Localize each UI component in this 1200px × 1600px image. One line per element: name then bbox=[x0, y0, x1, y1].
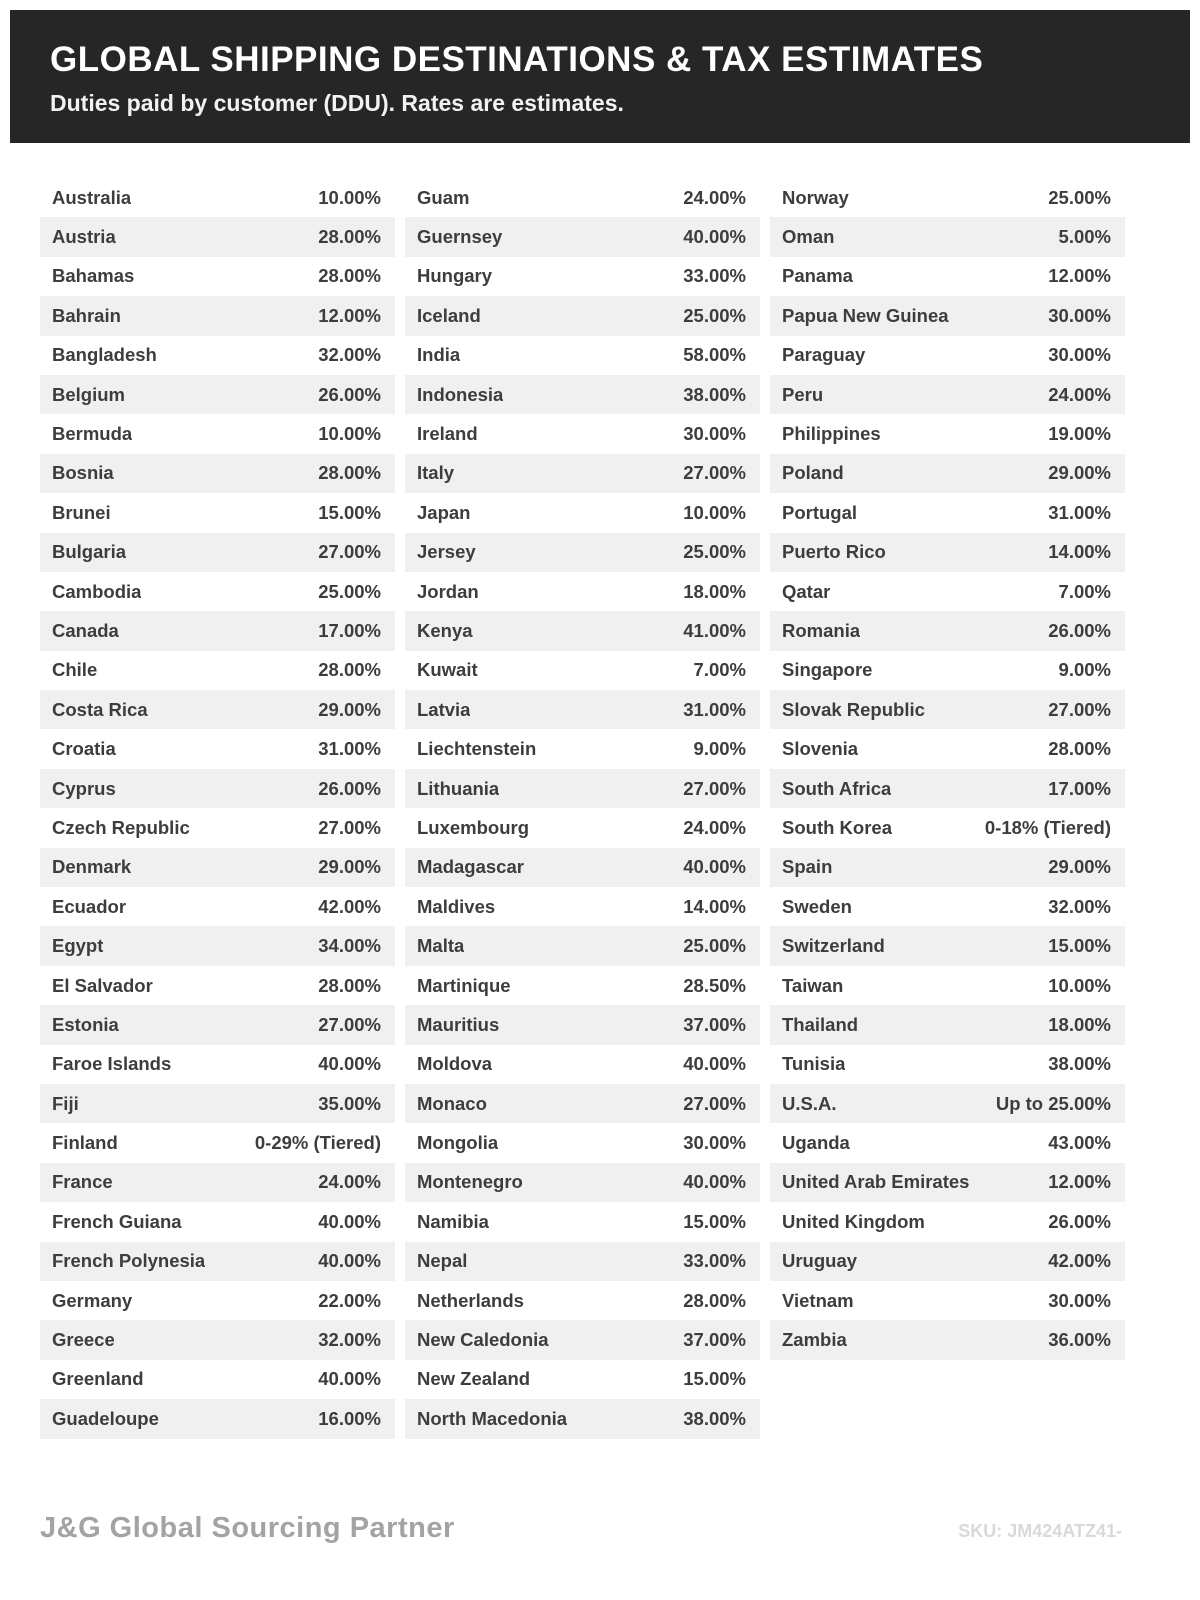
country-name: Bulgaria bbox=[52, 541, 127, 563]
tax-rate: 9.00% bbox=[1058, 659, 1111, 681]
tax-rate: 58.00% bbox=[683, 344, 746, 366]
table-row bbox=[40, 336, 395, 375]
country-name: Liechtenstein bbox=[417, 738, 537, 760]
country-name: Ireland bbox=[417, 423, 478, 445]
country-name: Tunisia bbox=[782, 1053, 846, 1075]
tax-rate: 40.00% bbox=[683, 856, 746, 878]
table-row bbox=[40, 729, 395, 768]
table-row bbox=[405, 611, 760, 650]
tax-rate: 42.00% bbox=[318, 895, 381, 917]
country-name: Austria bbox=[52, 226, 116, 248]
country-name: Estonia bbox=[52, 1013, 119, 1035]
country-name: United Arab Emirates bbox=[782, 1171, 970, 1193]
table-row bbox=[40, 926, 395, 965]
country-name: Thailand bbox=[782, 1013, 859, 1035]
country-name: Jersey bbox=[417, 541, 476, 563]
country-name: United Kingdom bbox=[782, 1210, 925, 1232]
table-row bbox=[405, 926, 760, 965]
table-row bbox=[40, 533, 395, 572]
tax-rate: 29.00% bbox=[1048, 462, 1111, 484]
table-row bbox=[770, 690, 1125, 729]
table-row bbox=[770, 1281, 1125, 1320]
table-row bbox=[770, 414, 1125, 453]
country-name: Australia bbox=[52, 186, 132, 208]
table-row bbox=[770, 1242, 1125, 1281]
country-name: Bangladesh bbox=[52, 344, 157, 366]
country-name: Greenland bbox=[52, 1368, 144, 1390]
table-row bbox=[405, 1360, 760, 1399]
table-row bbox=[770, 493, 1125, 532]
tax-rate: 15.00% bbox=[318, 501, 381, 523]
table-row bbox=[40, 887, 395, 926]
tax-rate: 27.00% bbox=[683, 462, 746, 484]
tax-rate: 0-29% (Tiered) bbox=[254, 1132, 381, 1154]
country-name: Hungary bbox=[417, 265, 493, 287]
country-name: Cambodia bbox=[52, 580, 142, 602]
table-row bbox=[770, 336, 1125, 375]
country-name: Papua New Guinea bbox=[782, 304, 949, 326]
table-row bbox=[40, 414, 395, 453]
page-subtitle: Duties paid by customer (DDU). Rates are estimates. bbox=[50, 90, 624, 116]
tax-rate: 30.00% bbox=[683, 423, 746, 445]
country-name: Zambia bbox=[782, 1329, 847, 1351]
country-name: Madagascar bbox=[417, 856, 524, 878]
table-row bbox=[405, 651, 760, 690]
tax-rate: 26.00% bbox=[318, 383, 381, 405]
table-row bbox=[40, 1399, 395, 1438]
table-row bbox=[40, 375, 395, 414]
country-name: Mongolia bbox=[417, 1132, 499, 1154]
tax-rate: 27.00% bbox=[683, 1092, 746, 1114]
tax-rate: 12.00% bbox=[318, 304, 381, 326]
table-row bbox=[40, 611, 395, 650]
tax-rate: 31.00% bbox=[1048, 501, 1111, 523]
tax-rate: 12.00% bbox=[1048, 1171, 1111, 1193]
country-name: Egypt bbox=[52, 935, 104, 957]
tax-rate: 24.00% bbox=[1048, 383, 1111, 405]
country-name: Vietnam bbox=[782, 1289, 854, 1311]
table-row bbox=[405, 729, 760, 768]
table-row bbox=[40, 1281, 395, 1320]
tax-rate: 14.00% bbox=[1048, 541, 1111, 563]
country-name: Slovenia bbox=[782, 738, 859, 760]
tax-rate: 15.00% bbox=[683, 1368, 746, 1390]
sku-label: SKU: JM424ATZ41- bbox=[958, 1521, 1122, 1541]
country-name: Martinique bbox=[417, 974, 511, 996]
tax-rate: 25.00% bbox=[1048, 186, 1111, 208]
tax-rate: 40.00% bbox=[683, 1171, 746, 1193]
table-row bbox=[40, 1320, 395, 1359]
country-name: Germany bbox=[52, 1289, 133, 1311]
table-row bbox=[770, 1084, 1125, 1123]
country-name: South Korea bbox=[782, 816, 892, 838]
country-name: Lithuania bbox=[417, 777, 500, 799]
country-name: Netherlands bbox=[417, 1289, 524, 1311]
tax-rate: 27.00% bbox=[683, 777, 746, 799]
country-name: Guam bbox=[417, 186, 470, 208]
tax-rate: 28.00% bbox=[318, 974, 381, 996]
table-row bbox=[40, 493, 395, 532]
country-name: French Polynesia bbox=[52, 1250, 206, 1272]
table-row bbox=[770, 1320, 1125, 1359]
tax-rate: 36.00% bbox=[1048, 1329, 1111, 1351]
tax-rate: 37.00% bbox=[683, 1329, 746, 1351]
table-row bbox=[40, 966, 395, 1005]
table-row bbox=[405, 769, 760, 808]
tax-rate: 40.00% bbox=[318, 1053, 381, 1075]
tax-rate: 41.00% bbox=[683, 619, 746, 641]
country-name: Denmark bbox=[52, 856, 132, 878]
tax-rate: 35.00% bbox=[318, 1092, 381, 1114]
tax-rate: 17.00% bbox=[318, 619, 381, 641]
table-row bbox=[770, 217, 1125, 256]
table-row bbox=[770, 926, 1125, 965]
country-name: Sweden bbox=[782, 895, 852, 917]
tax-rate: 18.00% bbox=[1048, 1013, 1111, 1035]
table-row bbox=[40, 651, 395, 690]
table-row bbox=[770, 769, 1125, 808]
country-name: Uruguay bbox=[782, 1250, 858, 1272]
tax-rate: 30.00% bbox=[1048, 1289, 1111, 1311]
rate-column bbox=[405, 178, 760, 1439]
tax-rate: 26.00% bbox=[1048, 1210, 1111, 1232]
country-name: Philippines bbox=[782, 423, 881, 445]
table-row bbox=[40, 217, 395, 256]
table-row bbox=[405, 1045, 760, 1084]
table-row bbox=[40, 1123, 395, 1162]
tax-rate: 7.00% bbox=[1058, 580, 1111, 602]
country-name: New Zealand bbox=[417, 1368, 531, 1390]
country-name: Luxembourg bbox=[417, 816, 530, 838]
page-header bbox=[10, 10, 1190, 143]
country-name: Fiji bbox=[52, 1092, 79, 1114]
tax-rate: 28.50% bbox=[683, 974, 746, 996]
tax-rate: 29.00% bbox=[318, 698, 381, 720]
table-row bbox=[405, 1163, 760, 1202]
tax-rate: 31.00% bbox=[683, 698, 746, 720]
tax-rate: 0-18% (Tiered) bbox=[984, 816, 1111, 838]
table-row bbox=[40, 1360, 395, 1399]
tax-rate: 10.00% bbox=[318, 423, 381, 445]
country-name: Guernsey bbox=[417, 226, 503, 248]
country-name: Iceland bbox=[417, 304, 481, 326]
table-row bbox=[405, 887, 760, 926]
table-row bbox=[770, 1045, 1125, 1084]
country-name: Puerto Rico bbox=[782, 541, 886, 563]
tax-rate: 33.00% bbox=[683, 265, 746, 287]
table-row bbox=[405, 1202, 760, 1241]
tax-rate: 27.00% bbox=[318, 816, 381, 838]
table-row bbox=[405, 1123, 760, 1162]
country-name: Greece bbox=[52, 1329, 115, 1351]
tax-rate: 10.00% bbox=[318, 186, 381, 208]
table-row bbox=[405, 1084, 760, 1123]
country-name: Indonesia bbox=[417, 383, 504, 405]
country-name: Jordan bbox=[417, 580, 479, 602]
country-name: Monaco bbox=[417, 1092, 487, 1114]
country-name: New Caledonia bbox=[417, 1329, 549, 1351]
tax-rate: 25.00% bbox=[683, 541, 746, 563]
country-name: Faroe Islands bbox=[52, 1053, 172, 1075]
country-name: Nepal bbox=[417, 1250, 468, 1272]
tax-rate: 40.00% bbox=[683, 226, 746, 248]
table-row bbox=[405, 414, 760, 453]
tax-rate: 38.00% bbox=[683, 1407, 746, 1429]
rate-column bbox=[770, 178, 1125, 1360]
table-row bbox=[40, 296, 395, 335]
tax-rate: 24.00% bbox=[318, 1171, 381, 1193]
tax-rate: 5.00% bbox=[1058, 226, 1111, 248]
country-name: El Salvador bbox=[52, 974, 153, 996]
country-name: Oman bbox=[782, 226, 835, 248]
table-row bbox=[405, 296, 760, 335]
tax-rate: 16.00% bbox=[318, 1407, 381, 1429]
table-row bbox=[40, 848, 395, 887]
table-row bbox=[40, 1084, 395, 1123]
table-row bbox=[770, 1202, 1125, 1241]
brand-name: J&G Global Sourcing Partner bbox=[40, 1512, 455, 1544]
country-name: Chile bbox=[52, 659, 98, 681]
tax-rate: 9.00% bbox=[693, 738, 746, 760]
country-name: Canada bbox=[52, 619, 119, 641]
tax-rate: 40.00% bbox=[318, 1250, 381, 1272]
country-name: Guadeloupe bbox=[52, 1407, 159, 1429]
table-row bbox=[770, 178, 1125, 217]
table-row bbox=[770, 651, 1125, 690]
tax-rate: 40.00% bbox=[318, 1210, 381, 1232]
table-row bbox=[405, 178, 760, 217]
country-name: Brunei bbox=[52, 501, 111, 523]
tax-rate: 28.00% bbox=[1048, 738, 1111, 760]
tax-rate: 37.00% bbox=[683, 1013, 746, 1035]
table-row bbox=[40, 572, 395, 611]
country-name: Taiwan bbox=[782, 974, 844, 996]
tax-rate: 28.00% bbox=[318, 462, 381, 484]
tax-rate: 30.00% bbox=[683, 1132, 746, 1154]
table-row bbox=[40, 1005, 395, 1044]
table-row bbox=[405, 336, 760, 375]
tax-rate: 10.00% bbox=[683, 501, 746, 523]
country-name: Belgium bbox=[52, 383, 125, 405]
country-name: South Africa bbox=[782, 777, 892, 799]
country-name: Poland bbox=[782, 462, 844, 484]
table-row bbox=[770, 808, 1125, 847]
country-name: Czech Republic bbox=[52, 816, 190, 838]
tax-rate: 14.00% bbox=[683, 895, 746, 917]
country-name: India bbox=[417, 344, 461, 366]
country-name: Finland bbox=[52, 1132, 118, 1154]
table-row bbox=[405, 493, 760, 532]
tax-rate: 34.00% bbox=[318, 935, 381, 957]
tax-rate: 43.00% bbox=[1048, 1132, 1111, 1154]
table-row bbox=[770, 848, 1125, 887]
table-row bbox=[770, 887, 1125, 926]
country-name: Bahrain bbox=[52, 304, 121, 326]
tax-rate: 25.00% bbox=[318, 580, 381, 602]
table-row bbox=[405, 1005, 760, 1044]
country-name: Singapore bbox=[782, 659, 873, 681]
table-row bbox=[770, 611, 1125, 650]
tax-rate: 28.00% bbox=[318, 226, 381, 248]
country-name: Bermuda bbox=[52, 423, 133, 445]
country-name: North Macedonia bbox=[417, 1407, 568, 1429]
country-name: Bosnia bbox=[52, 462, 114, 484]
tax-rate: 27.00% bbox=[318, 1013, 381, 1035]
country-name: Ecuador bbox=[52, 895, 127, 917]
country-name: Slovak Republic bbox=[782, 698, 925, 720]
table-row bbox=[405, 375, 760, 414]
tax-rate: 25.00% bbox=[683, 304, 746, 326]
tax-rate: 27.00% bbox=[1048, 698, 1111, 720]
table-row bbox=[405, 572, 760, 611]
tax-rate: 15.00% bbox=[683, 1210, 746, 1232]
tax-rate: 29.00% bbox=[318, 856, 381, 878]
country-name: Paraguay bbox=[782, 344, 866, 366]
tax-rate: 29.00% bbox=[1048, 856, 1111, 878]
table-row bbox=[405, 808, 760, 847]
rates-table bbox=[40, 178, 1125, 1439]
tax-rate: 28.00% bbox=[318, 659, 381, 681]
country-name: Kenya bbox=[417, 619, 473, 641]
page-title: GLOBAL SHIPPING DESTINATIONS & TAX ESTIMATES bbox=[50, 40, 984, 79]
table-row bbox=[770, 966, 1125, 1005]
table-row bbox=[770, 729, 1125, 768]
tax-rate: 28.00% bbox=[683, 1289, 746, 1311]
tax-rate: 38.00% bbox=[1048, 1053, 1111, 1075]
tax-rate: 33.00% bbox=[683, 1250, 746, 1272]
table-row bbox=[40, 454, 395, 493]
country-name: Maldives bbox=[417, 895, 496, 917]
country-name: Mauritius bbox=[417, 1013, 500, 1035]
table-row bbox=[770, 375, 1125, 414]
tax-rate: 24.00% bbox=[683, 816, 746, 838]
tax-rate: 40.00% bbox=[683, 1053, 746, 1075]
country-name: Kuwait bbox=[417, 659, 478, 681]
country-name: U.S.A. bbox=[782, 1092, 837, 1114]
table-row bbox=[405, 1242, 760, 1281]
table-row bbox=[405, 1320, 760, 1359]
table-row bbox=[40, 769, 395, 808]
country-name: Croatia bbox=[52, 738, 116, 760]
table-row bbox=[770, 296, 1125, 335]
country-name: Portugal bbox=[782, 501, 858, 523]
rate-column bbox=[40, 178, 395, 1439]
table-row bbox=[40, 1242, 395, 1281]
table-row bbox=[40, 257, 395, 296]
country-name: Uganda bbox=[782, 1132, 850, 1154]
tax-rate: 30.00% bbox=[1048, 344, 1111, 366]
country-name: Qatar bbox=[782, 580, 831, 602]
country-name: Bahamas bbox=[52, 265, 135, 287]
table-row bbox=[40, 808, 395, 847]
country-name: Spain bbox=[782, 856, 833, 878]
tax-rate: 31.00% bbox=[318, 738, 381, 760]
tax-rate: 27.00% bbox=[318, 541, 381, 563]
table-row bbox=[770, 1123, 1125, 1162]
country-name: Panama bbox=[782, 265, 853, 287]
tax-rate: 42.00% bbox=[1048, 1250, 1111, 1272]
table-row bbox=[405, 690, 760, 729]
tax-rate: 22.00% bbox=[318, 1289, 381, 1311]
tax-rate: 26.00% bbox=[318, 777, 381, 799]
table-row bbox=[770, 1005, 1125, 1044]
country-name: French Guiana bbox=[52, 1210, 182, 1232]
table-row bbox=[405, 966, 760, 1005]
country-name: Norway bbox=[782, 186, 849, 208]
tax-rate: 15.00% bbox=[1048, 935, 1111, 957]
tax-rate: 32.00% bbox=[318, 1329, 381, 1351]
table-row bbox=[405, 1281, 760, 1320]
country-name: Peru bbox=[782, 383, 824, 405]
country-name: Romania bbox=[782, 619, 861, 641]
country-name: France bbox=[52, 1171, 113, 1193]
tax-rate: 7.00% bbox=[693, 659, 746, 681]
country-name: Italy bbox=[417, 462, 455, 484]
tax-rate: 19.00% bbox=[1048, 423, 1111, 445]
tax-rate: 26.00% bbox=[1048, 619, 1111, 641]
table-row bbox=[405, 1399, 760, 1438]
country-name: Japan bbox=[417, 501, 471, 523]
tax-rate: 32.00% bbox=[1048, 895, 1111, 917]
country-name: Moldova bbox=[417, 1053, 493, 1075]
table-row bbox=[40, 1045, 395, 1084]
country-name: Namibia bbox=[417, 1210, 489, 1232]
country-name: Montenegro bbox=[417, 1171, 523, 1193]
table-row bbox=[770, 257, 1125, 296]
table-row bbox=[405, 848, 760, 887]
tax-rate: 25.00% bbox=[683, 935, 746, 957]
tax-rate: 18.00% bbox=[683, 580, 746, 602]
tax-rate: 24.00% bbox=[683, 186, 746, 208]
tax-rate: 40.00% bbox=[318, 1368, 381, 1390]
table-row bbox=[770, 1163, 1125, 1202]
table-row bbox=[770, 454, 1125, 493]
country-name: Switzerland bbox=[782, 935, 885, 957]
tax-rate: 17.00% bbox=[1048, 777, 1111, 799]
table-row bbox=[405, 454, 760, 493]
table-row bbox=[770, 572, 1125, 611]
table-row bbox=[405, 533, 760, 572]
tax-rate: 38.00% bbox=[683, 383, 746, 405]
table-row bbox=[405, 217, 760, 256]
tax-rate: 32.00% bbox=[318, 344, 381, 366]
table-row bbox=[40, 1202, 395, 1241]
tax-rate: 30.00% bbox=[1048, 304, 1111, 326]
table-row bbox=[770, 533, 1125, 572]
tax-rate: 28.00% bbox=[318, 265, 381, 287]
table-row bbox=[40, 178, 395, 217]
tax-rate: 12.00% bbox=[1048, 265, 1111, 287]
table-row bbox=[405, 257, 760, 296]
country-name: Costa Rica bbox=[52, 698, 148, 720]
country-name: Cyprus bbox=[52, 777, 116, 799]
table-row bbox=[40, 690, 395, 729]
country-name: Latvia bbox=[417, 698, 471, 720]
country-name: Malta bbox=[417, 935, 465, 957]
table-row bbox=[40, 1163, 395, 1202]
tax-rate: 10.00% bbox=[1048, 974, 1111, 996]
tax-rate: Up to 25.00% bbox=[995, 1092, 1111, 1114]
